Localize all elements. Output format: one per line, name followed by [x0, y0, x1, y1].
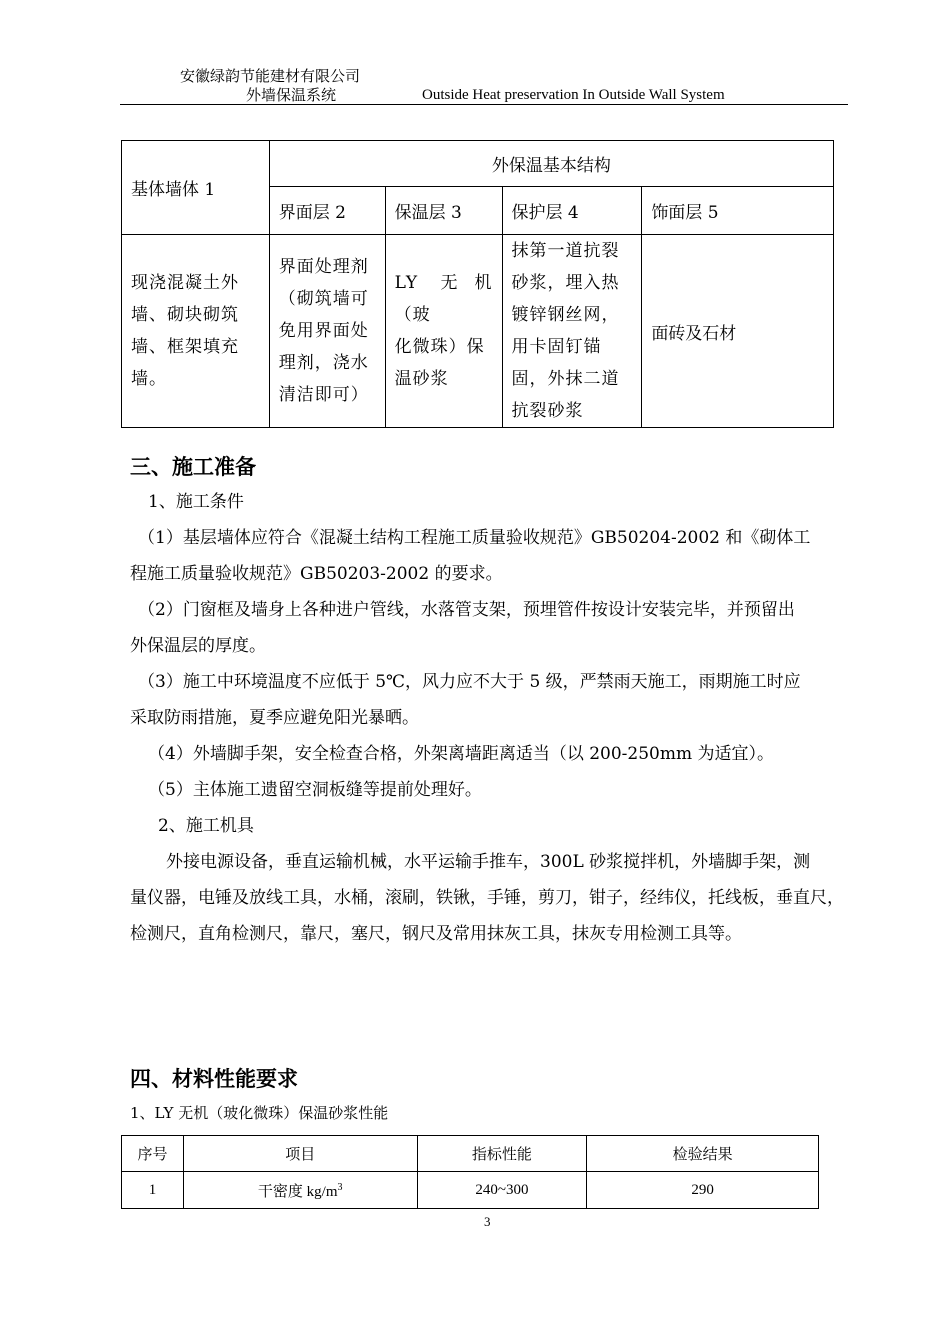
- protection-cell: [502, 235, 642, 428]
- condition-line: 采取防雨措施，夏季应避免阳光暴晒。: [130, 708, 419, 728]
- condition-line: （1）基层墙体应符合《混凝土结构工程施工质量验收规范》GB50204-2002 和《砌体工: [138, 528, 811, 548]
- layer-header: 界面层 2: [269, 187, 385, 235]
- section3-sub1: 1、施工条件: [148, 492, 244, 512]
- layer-header: 饰面层 5: [642, 187, 834, 235]
- cell-line: 墙。: [131, 369, 167, 389]
- header-rule: [120, 104, 848, 105]
- cell-line: 清洁即可）: [278, 385, 369, 405]
- condition-line: 程施工质量验收规范》GB50203-2002 的要求。: [130, 564, 503, 584]
- cell-line: 免用界面处: [278, 321, 369, 341]
- cell-line: 用卡固钉锚: [511, 337, 602, 357]
- layer-header: 保温层 3: [385, 187, 502, 235]
- section4-title: 四、材料性能要求: [130, 1067, 298, 1091]
- interface-cell: [269, 235, 385, 428]
- cell-item: [183, 1172, 417, 1209]
- system-name-cn: 外墙保温系统: [246, 86, 337, 104]
- structure-table: [121, 140, 834, 428]
- cell-line: 抹第一道抗裂: [511, 241, 620, 261]
- tools-line: 外接电源设备，垂直运输机械，水平运输手推车，300L 砂浆搅拌机，外墙脚手架，测: [166, 852, 811, 872]
- header-spec: 指标性能: [417, 1136, 587, 1172]
- section3-sub2: 2、施工机具: [158, 816, 254, 836]
- cell-line: 理剂，浇水: [278, 353, 369, 373]
- cell-line: 固，外抹二道: [511, 369, 620, 389]
- cell-line: 墙、框架填充: [131, 337, 239, 357]
- cell-line: 化微珠）保: [394, 337, 485, 357]
- condition-line: （4）外墙脚手架，安全检查合格，外架离墙距离适当（以 200-250mm 为适宜）。: [148, 744, 775, 764]
- condition-line: （3）施工中环境温度不应低于 5℃，风力应不大于 5 级，严禁雨天施工，雨期施工时应: [138, 672, 801, 692]
- insulation-cell: [385, 235, 502, 428]
- item-sup: 3: [337, 1181, 343, 1193]
- layer-header: 保护层 4: [502, 187, 642, 235]
- cell-line: 墙、砌块砌筑: [131, 305, 239, 325]
- item-text: 干密度 kg/m: [257, 1183, 338, 1200]
- group-header: 外保温基本结构: [269, 141, 833, 187]
- cell-no: 1: [122, 1172, 184, 1209]
- cell-line: 温砂浆: [394, 369, 449, 389]
- tools-line: 量仪器，电锤及放线工具，水桶，滚刷，铁锹，手锤，剪刀，钳子，经纬仪，托线板，垂直尺，: [130, 888, 844, 908]
- section4-sub1: 1、LY 无机（玻化微珠）保温砂浆性能: [130, 1104, 389, 1122]
- cell-line: 镀锌钢丝网，: [511, 305, 620, 325]
- cell-line: （砌筑墙可: [278, 289, 369, 309]
- cell-spec: 240~300: [417, 1172, 587, 1209]
- table-row: [122, 1172, 819, 1209]
- page-number: 3: [484, 1214, 491, 1229]
- cell-line: 现浇混凝土外: [131, 273, 239, 293]
- base-wall-cell: [122, 235, 270, 428]
- condition-line: （5）主体施工遗留空洞板缝等提前处理好。: [148, 780, 482, 800]
- section3-title: 三、施工准备: [130, 455, 256, 479]
- company-name: 安徽绿韵节能建材有限公司: [180, 67, 361, 85]
- condition-line: 外保温层的厚度。: [130, 636, 266, 656]
- cell-line: 抗裂砂浆: [511, 401, 584, 421]
- finish-cell: 面砖及石材: [642, 235, 834, 428]
- header-item: 项目: [183, 1136, 417, 1172]
- header-no: 序号: [122, 1136, 184, 1172]
- system-name-en: Outside Heat preservation In Outside Wall System: [422, 87, 725, 103]
- base-wall-header: 基体墙体 1: [122, 141, 270, 235]
- header-result: 检验结果: [587, 1136, 819, 1172]
- properties-table: [121, 1135, 819, 1209]
- tools-line: 检测尺，直角检测尺，靠尺，塞尺，钢尺及常用抹灰工具，抹灰专用检测工具等。: [130, 924, 742, 944]
- cell-line: LY 无机（玻: [394, 273, 493, 325]
- cell-result: 290: [587, 1172, 819, 1209]
- cell-line: 砂浆，埋入热: [511, 273, 620, 293]
- condition-line: （2）门窗框及墙身上各种进户管线，水落管支架，预埋管件按设计安装完毕，并预留出: [138, 600, 795, 620]
- cell-line: 界面处理剂: [278, 257, 369, 277]
